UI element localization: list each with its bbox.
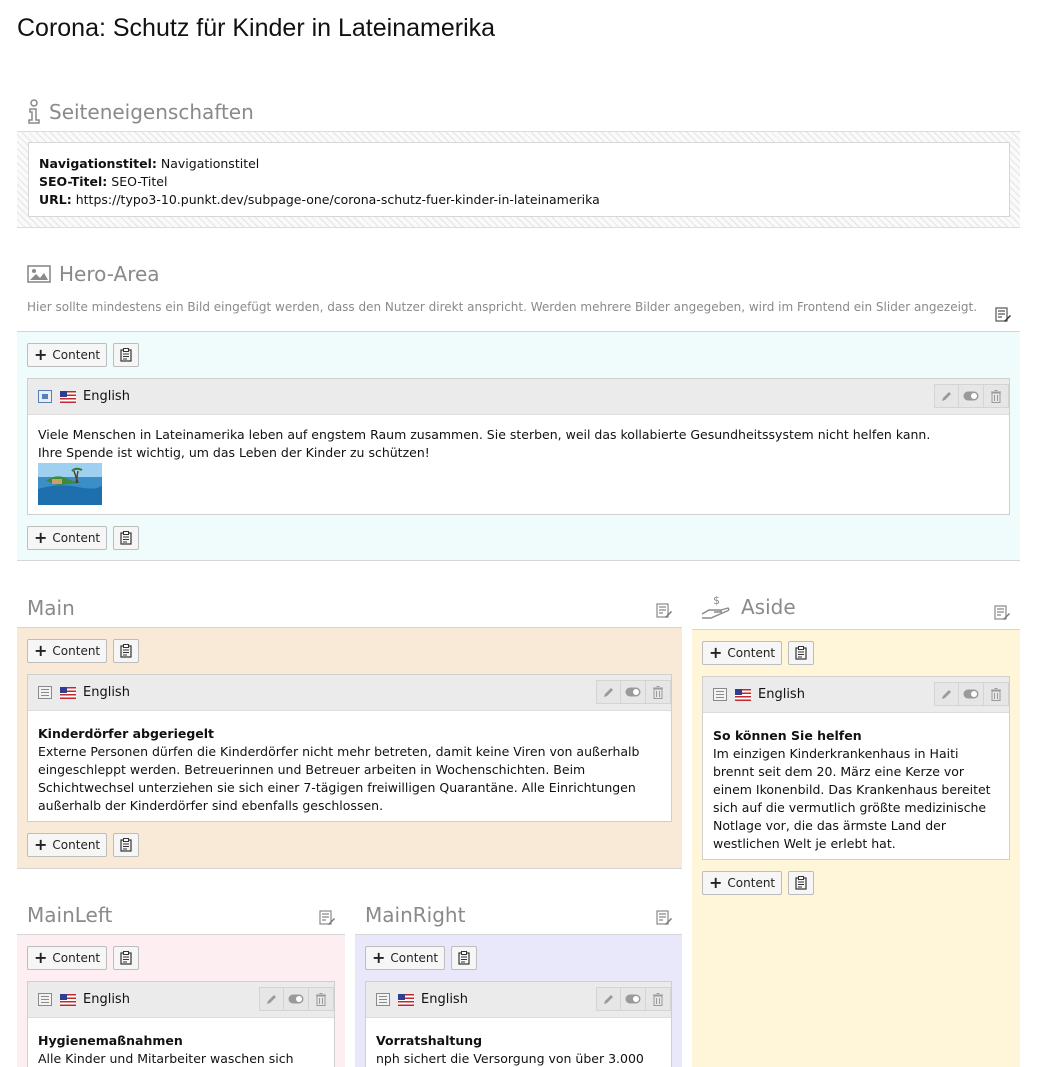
trash-icon xyxy=(991,688,1001,701)
mainleft-column xyxy=(17,935,345,1067)
us-flag-icon xyxy=(60,687,76,699)
text-content-icon xyxy=(376,993,390,1006)
url-value: https://typo3-10.punkt.dev/subpage-one/corona-schutz-fuer-kinder-in-lateinamerika xyxy=(75,192,600,207)
add-content-label: Content xyxy=(52,531,101,545)
pencil-icon xyxy=(941,390,953,402)
clipboard-icon xyxy=(119,951,133,965)
edit-button[interactable] xyxy=(596,680,621,704)
toggle-button[interactable] xyxy=(284,987,309,1011)
hero-text-line-1: Viele Menschen in Lateinamerika leben auf engstem Raum zusammen. Sie sterben, weil das kollabierte Gesundheitssystem nicht helfen kann. xyxy=(38,427,931,442)
properties-title: Seiteneigenschaften xyxy=(49,100,254,124)
delete-button[interactable] xyxy=(984,384,1009,408)
toggle-button[interactable] xyxy=(621,680,646,704)
us-flag-icon xyxy=(735,689,751,701)
delete-button[interactable] xyxy=(309,987,334,1011)
language-label: English xyxy=(83,992,130,1007)
add-content-label: Content xyxy=(727,876,776,890)
toggle-icon xyxy=(625,994,641,1004)
delete-button[interactable] xyxy=(646,987,671,1011)
clipboard-icon xyxy=(119,644,133,658)
add-content-label: Content xyxy=(52,348,101,362)
paste-button[interactable] xyxy=(113,639,139,663)
donation-hand-icon xyxy=(701,594,733,620)
content-element[interactable] xyxy=(365,981,672,1067)
add-content-button[interactable]: + Content xyxy=(365,946,445,970)
trash-icon xyxy=(991,390,1001,403)
hero-text-line-2: Ihre Spende ist wichtig, um das Leben der Kinder zu schützen! xyxy=(38,445,430,460)
toggle-icon xyxy=(963,391,979,401)
content-element[interactable] xyxy=(27,378,1010,515)
aside-title: Aside xyxy=(741,595,796,619)
clipboard-icon xyxy=(794,646,808,660)
main-title: Main xyxy=(27,596,75,620)
info-icon xyxy=(27,99,41,125)
paste-button[interactable] xyxy=(451,946,477,970)
add-content-button[interactable]: + Content xyxy=(27,343,107,367)
us-flag-icon xyxy=(398,994,414,1006)
toggle-icon xyxy=(625,687,641,697)
add-content-label: Content xyxy=(390,951,439,965)
add-content-label: Content xyxy=(52,951,101,965)
paste-button[interactable] xyxy=(788,871,814,895)
mainleft-heading xyxy=(27,903,112,927)
edit-column-icon[interactable] xyxy=(994,605,1010,621)
pencil-icon xyxy=(941,688,953,700)
properties-panel xyxy=(28,142,1010,217)
us-flag-icon xyxy=(60,391,76,403)
paste-button[interactable] xyxy=(113,946,139,970)
toggle-icon xyxy=(288,994,304,1004)
url-label: URL: xyxy=(39,192,72,207)
page-title: Corona: Schutz für Kinder in Lateinamerika xyxy=(17,14,496,42)
element-text: Alle Kinder und Mitarbeiter waschen sich xyxy=(38,1051,294,1066)
hero-hint: Hier sollte mindestens ein Bild eingefügt werden, dass den Nutzer direkt anspricht. Werden mehrere Bilder angegeben, wird im Frontend ein Slider angezeigt. xyxy=(27,300,978,314)
language-label: English xyxy=(421,992,468,1007)
language-label: English xyxy=(83,685,130,700)
add-content-button[interactable]: + Content xyxy=(702,641,782,665)
language-label: English xyxy=(758,687,805,702)
svg-text:$: $ xyxy=(713,594,720,607)
pencil-icon xyxy=(603,993,615,1005)
paste-button[interactable] xyxy=(113,343,139,367)
language-label: English xyxy=(83,389,130,404)
trash-icon xyxy=(653,993,663,1006)
pencil-icon xyxy=(266,993,278,1005)
add-content-button[interactable]: + Content xyxy=(27,639,107,663)
edit-button[interactable] xyxy=(259,987,284,1011)
mainright-column xyxy=(355,935,682,1067)
content-element[interactable] xyxy=(702,676,1010,860)
edit-column-icon[interactable] xyxy=(656,603,672,619)
mainright-title: MainRight xyxy=(365,903,466,927)
pencil-icon xyxy=(603,686,615,698)
text-content-icon xyxy=(38,993,52,1006)
edit-button[interactable] xyxy=(596,987,621,1011)
text-content-icon xyxy=(38,686,52,699)
paste-button[interactable] xyxy=(113,833,139,857)
toggle-button[interactable] xyxy=(959,384,984,408)
element-text: Im einzigen Kinderkrankenhaus in Haiti brennt seit dem 20. März eine Kerze vor einem Ikonenbild. Das Krankenhaus bereitet sich auf die vermutlich größte medizinische Notlage vor, die das ärmste Land der westlichen Welt je erlebt hat. xyxy=(713,746,991,851)
element-text: Externe Personen dürfen die Kinderdörfer nicht mehr betreten, damit keine Viren von außerhalb eingeschleppt werden. Betreuerinnen und Betreuer arbeiten in Wochenschichten. Beim Schichtwechsel unterziehen sie sich einer 7-tägigen freiwilligen Quarantäne. Alle Einrichtungen außerhalb der Kinderdörfer sind ebenfalls geschlossen. xyxy=(38,744,640,813)
toggle-button[interactable] xyxy=(959,682,984,706)
edit-column-icon[interactable] xyxy=(319,910,335,926)
hero-title: Hero-Area xyxy=(59,262,160,286)
add-content-label: Content xyxy=(727,646,776,660)
image-icon xyxy=(27,265,51,283)
seo-title-value: SEO-Titel xyxy=(111,174,168,189)
toggle-icon xyxy=(963,689,979,699)
add-content-button[interactable]: + Content xyxy=(27,946,107,970)
main-heading xyxy=(27,596,75,620)
text-content-icon xyxy=(713,688,727,701)
add-content-button[interactable]: + Content xyxy=(27,526,107,550)
add-content-button[interactable]: + Content xyxy=(27,833,107,857)
hero-thumbnail xyxy=(38,463,102,505)
content-element[interactable] xyxy=(27,981,335,1067)
add-content-label: Content xyxy=(52,838,101,852)
properties-heading xyxy=(27,99,254,125)
us-flag-icon xyxy=(60,994,76,1006)
aside-heading xyxy=(701,594,796,620)
paste-button[interactable] xyxy=(788,641,814,665)
seo-title-label: SEO-Titel: xyxy=(39,174,108,189)
clipboard-icon xyxy=(457,951,471,965)
mainleft-title: MainLeft xyxy=(27,903,113,927)
hero-column xyxy=(17,332,1020,561)
trash-icon xyxy=(316,993,326,1006)
delete-button[interactable] xyxy=(646,680,671,704)
main-column xyxy=(17,628,682,869)
hero-heading xyxy=(27,262,160,286)
image-content-icon xyxy=(38,390,52,403)
properties-box xyxy=(17,131,1020,228)
edit-column-icon[interactable] xyxy=(656,910,672,926)
toggle-button[interactable] xyxy=(621,987,646,1011)
aside-column xyxy=(692,630,1020,1067)
delete-button[interactable] xyxy=(984,682,1009,706)
trash-icon xyxy=(653,686,663,699)
nav-title-label: Navigationstitel: xyxy=(39,156,157,171)
mainright-heading xyxy=(365,903,465,927)
paste-button[interactable] xyxy=(113,526,139,550)
element-title: Hygienemaßnahmen xyxy=(38,1033,183,1048)
clipboard-icon xyxy=(794,876,808,890)
clipboard-icon xyxy=(119,838,133,852)
clipboard-icon xyxy=(119,348,133,362)
element-title: So können Sie helfen xyxy=(713,728,862,743)
element-text: nph sichert die Versorgung von über 3.000 xyxy=(376,1051,644,1066)
nav-title-value: Navigationstitel xyxy=(160,156,260,171)
edit-button[interactable] xyxy=(934,682,959,706)
element-title: Vorratshaltung xyxy=(376,1033,483,1048)
add-content-label: Content xyxy=(52,644,101,658)
edit-column-icon[interactable] xyxy=(995,307,1011,323)
clipboard-icon xyxy=(119,531,133,545)
edit-button[interactable] xyxy=(934,384,959,408)
element-title: Kinderdörfer abgeriegelt xyxy=(38,726,215,741)
content-element[interactable] xyxy=(27,674,672,822)
add-content-button[interactable]: + Content xyxy=(702,871,782,895)
